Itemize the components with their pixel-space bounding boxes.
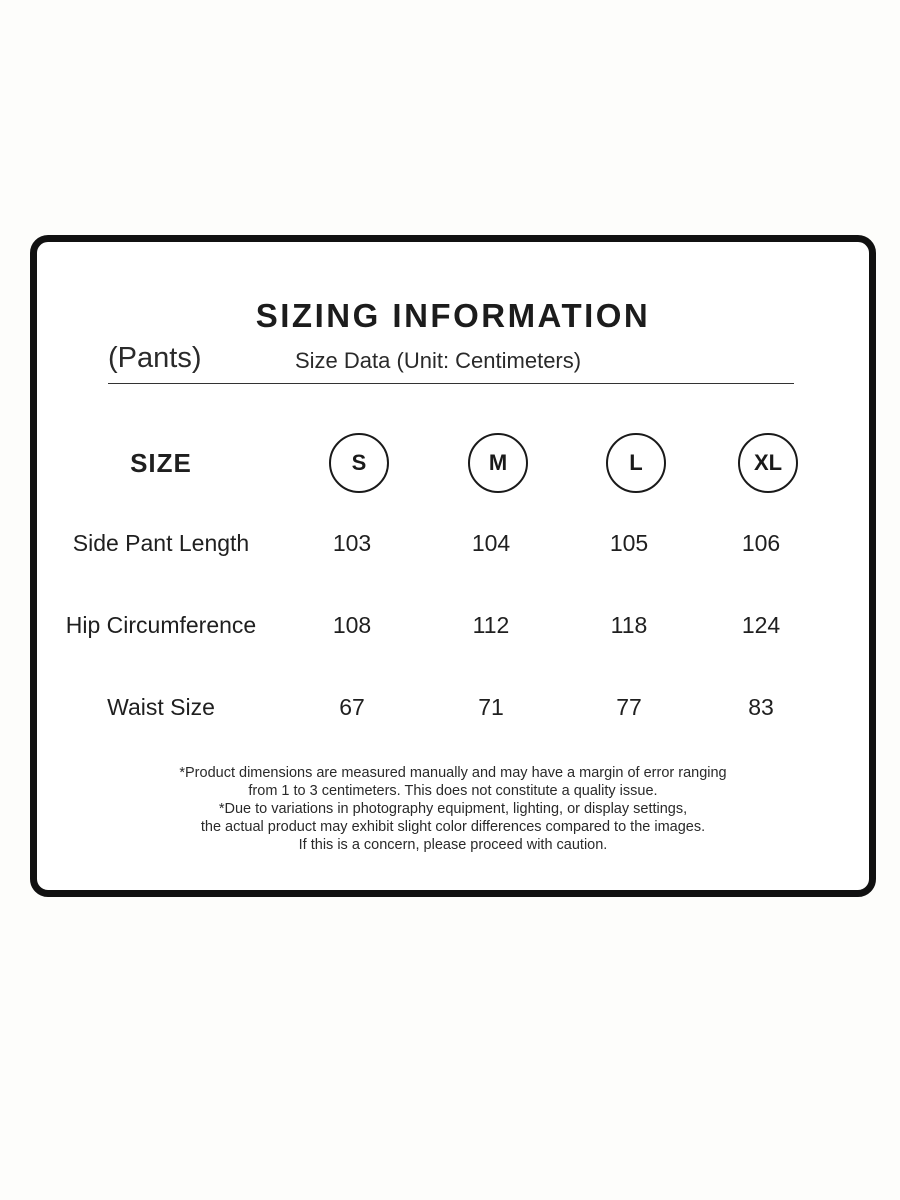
table-cell: 108 bbox=[332, 612, 372, 638]
table-cell: 124 bbox=[741, 612, 781, 638]
unit-note: Size Data (Unit: Centimeters) bbox=[295, 348, 582, 373]
note-line: If this is a concern, please proceed with caution. bbox=[298, 837, 608, 853]
table-cell: 106 bbox=[741, 530, 781, 556]
note-line: the actual product may exhibit slight color differences compared to the images. bbox=[200, 819, 706, 835]
row-label: Waist Size bbox=[107, 694, 215, 720]
table-cell: 83 bbox=[748, 694, 774, 720]
disclaimer-notes bbox=[37, 764, 869, 854]
table-cell: 104 bbox=[471, 530, 511, 556]
size-header-row bbox=[37, 433, 869, 493]
divider bbox=[108, 383, 794, 384]
size-badge-m: M bbox=[468, 433, 528, 493]
table-cell: 103 bbox=[332, 530, 372, 556]
size-badge-l: L bbox=[606, 433, 666, 493]
category-label: (Pants) bbox=[108, 342, 202, 374]
table-cell: 67 bbox=[339, 694, 365, 720]
row-label: Side Pant Length bbox=[72, 530, 250, 556]
note-line: *Product dimensions are measured manually and may have a margin of error ranging bbox=[179, 765, 727, 781]
table-row bbox=[37, 677, 869, 737]
table-cell: 71 bbox=[478, 694, 504, 720]
note-line: *Due to variations in photography equipment, lighting, or display settings, bbox=[218, 801, 688, 817]
size-header-label: SIZE bbox=[130, 448, 192, 478]
table-row bbox=[37, 513, 869, 573]
sizing-card bbox=[30, 235, 876, 897]
table-cell: 112 bbox=[472, 612, 510, 638]
table-cell: 77 bbox=[616, 694, 642, 720]
table-row bbox=[37, 595, 869, 655]
size-badge-s: S bbox=[329, 433, 389, 493]
table-cell: 118 bbox=[610, 612, 648, 638]
row-label: Hip Circumference bbox=[65, 612, 257, 638]
size-badge-xl: XL bbox=[738, 433, 798, 493]
table-cell: 105 bbox=[609, 530, 649, 556]
note-line: from 1 to 3 centimeters. This does not constitute a quality issue. bbox=[248, 783, 658, 799]
page-title: SIZING INFORMATION bbox=[255, 297, 651, 334]
